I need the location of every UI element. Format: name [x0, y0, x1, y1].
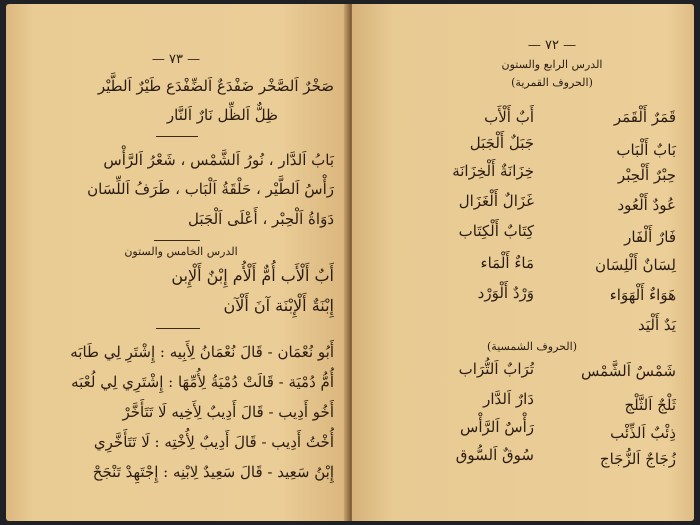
left-page [6, 4, 348, 521]
page-number-72: — ٧٢ — [527, 38, 577, 53]
subheading-lunar-letters: (الحروف القمرية) [511, 76, 593, 89]
book-spread [6, 4, 694, 521]
word-pair: عُودٌ أَلْعُود [617, 196, 676, 214]
separator-line [154, 240, 200, 241]
text-line: بَابُ اَلدَّار ، نُورُ اَلشَّمْس ، شَعْرُ اَلرَّأْس [103, 151, 334, 169]
word-pair: هَوَاءٌ أَلْهَوَاء [609, 286, 676, 304]
word-pair: تُرَابٌ اَلتُّرَاب [458, 360, 534, 378]
word-pair: بَابٌ أَلْبَاب [616, 141, 676, 159]
word-pair: شَمْسٌ اَلشَّمْس [580, 362, 676, 380]
subheading-solar-letters: (الحروف الشمسية) [487, 340, 577, 353]
word-pair: رَأْسٌ اَلرَّأْس [460, 418, 534, 436]
text-line: دَوَاةُ اَلْحِبْر ، أَعْلَى اَلْجَبَل [188, 210, 334, 228]
word-pair: دَارٌ اَلدَّار [483, 390, 534, 408]
text-line: أَخُو أَدِيب - قَالَ أَدِيبٌ لِأَخِيه لَا تَتَأَخَّرْ [122, 403, 334, 421]
word-pair: جَبَلٌ أَلْجَبَل [469, 134, 534, 152]
text-line: صَخْرٌ اَلصَّخْر ضَفْدَعٌ اَلضِّفْدَع طَيْرٌ اَلطَّيْر [97, 77, 334, 95]
word-pair: ذِئْبٌ اَلذِّئْب [610, 424, 676, 442]
lesson-heading: الدرس الرابع والستون [501, 58, 603, 71]
separator-line [156, 136, 198, 137]
word-pair: لِسَانٌ أَلْلِسَان [595, 256, 676, 274]
text-line: رَأْسُ اَلطَّيْر ، حَلْقَةُ اَلْبَاب ، طَرَفُ اَللِّسَان [87, 180, 334, 198]
word-pair: قَمَرٌ أَلْقَمَر [613, 108, 676, 126]
word-pair: حِبْرٌ أَلْحِبْر [617, 166, 676, 184]
text-line: أَبٌ أَلْأَب أُمٌّ أَلْأُم إِبْنٌ أَلْإِبن [171, 266, 334, 285]
lesson-heading: الدرس الخامس والستون [124, 245, 238, 258]
text-line: إِبْنُ سَعِيد - قَالَ سَعِيدٌ لِابْنِه : إِجْتَهِدْ تَنْجَحْ [92, 463, 334, 481]
page-number-73: — ٧٣ — [151, 52, 201, 67]
text-line: أُمُّ دُمْيَة - قَالَتْ دُمْيَةُ لِأُمِّهَا : إِشْتَرِي لِي لُعْبَه [71, 373, 334, 391]
separator-line [156, 328, 200, 329]
word-pair: فَارٌ أَلْفَار [624, 228, 676, 246]
text-line: ظِلٌّ اَلظِّل نَارٌ اَلنَّار [166, 106, 278, 124]
right-page [352, 4, 694, 521]
word-pair: وَرْدٌ أَلْوَرْد [477, 284, 534, 302]
text-line: أَبُو نُعْمَان - قَالَ نُعْمَانُ لِأَبِيه : إِشْتَرِ لِي طَابَه [70, 343, 334, 361]
word-pair: أَبٌ أَلْأَب [484, 108, 534, 126]
word-pair: يَدٌ أَلْيَد [638, 316, 676, 334]
word-pair: مَاءٌ أَلْمَاء [480, 254, 534, 272]
word-pair: خِزَانَةٌ أَلْخِزَانَة [452, 162, 534, 180]
text-line: إِبْنَةٌ أَلْإِبْنَة آنَ أَلْآن [223, 296, 334, 315]
word-pair: سُوقٌ اَلسُّوق [455, 446, 534, 464]
text-line: أُخْتُ أَدِيب - قَالَ أَدِيبٌ لِأُخْتِه : لَا تَتَأَخَّرِي [93, 433, 334, 451]
word-pair: ثَلْجٌ اَلثَّلْج [624, 396, 676, 414]
word-pair: زُجَاجٌ اَلزُّجَاج [599, 450, 676, 468]
word-pair: كِتَابٌ أَلْكِتَاب [458, 222, 534, 240]
word-pair: غَزَالٌ أَلْغَزَال [458, 192, 534, 210]
